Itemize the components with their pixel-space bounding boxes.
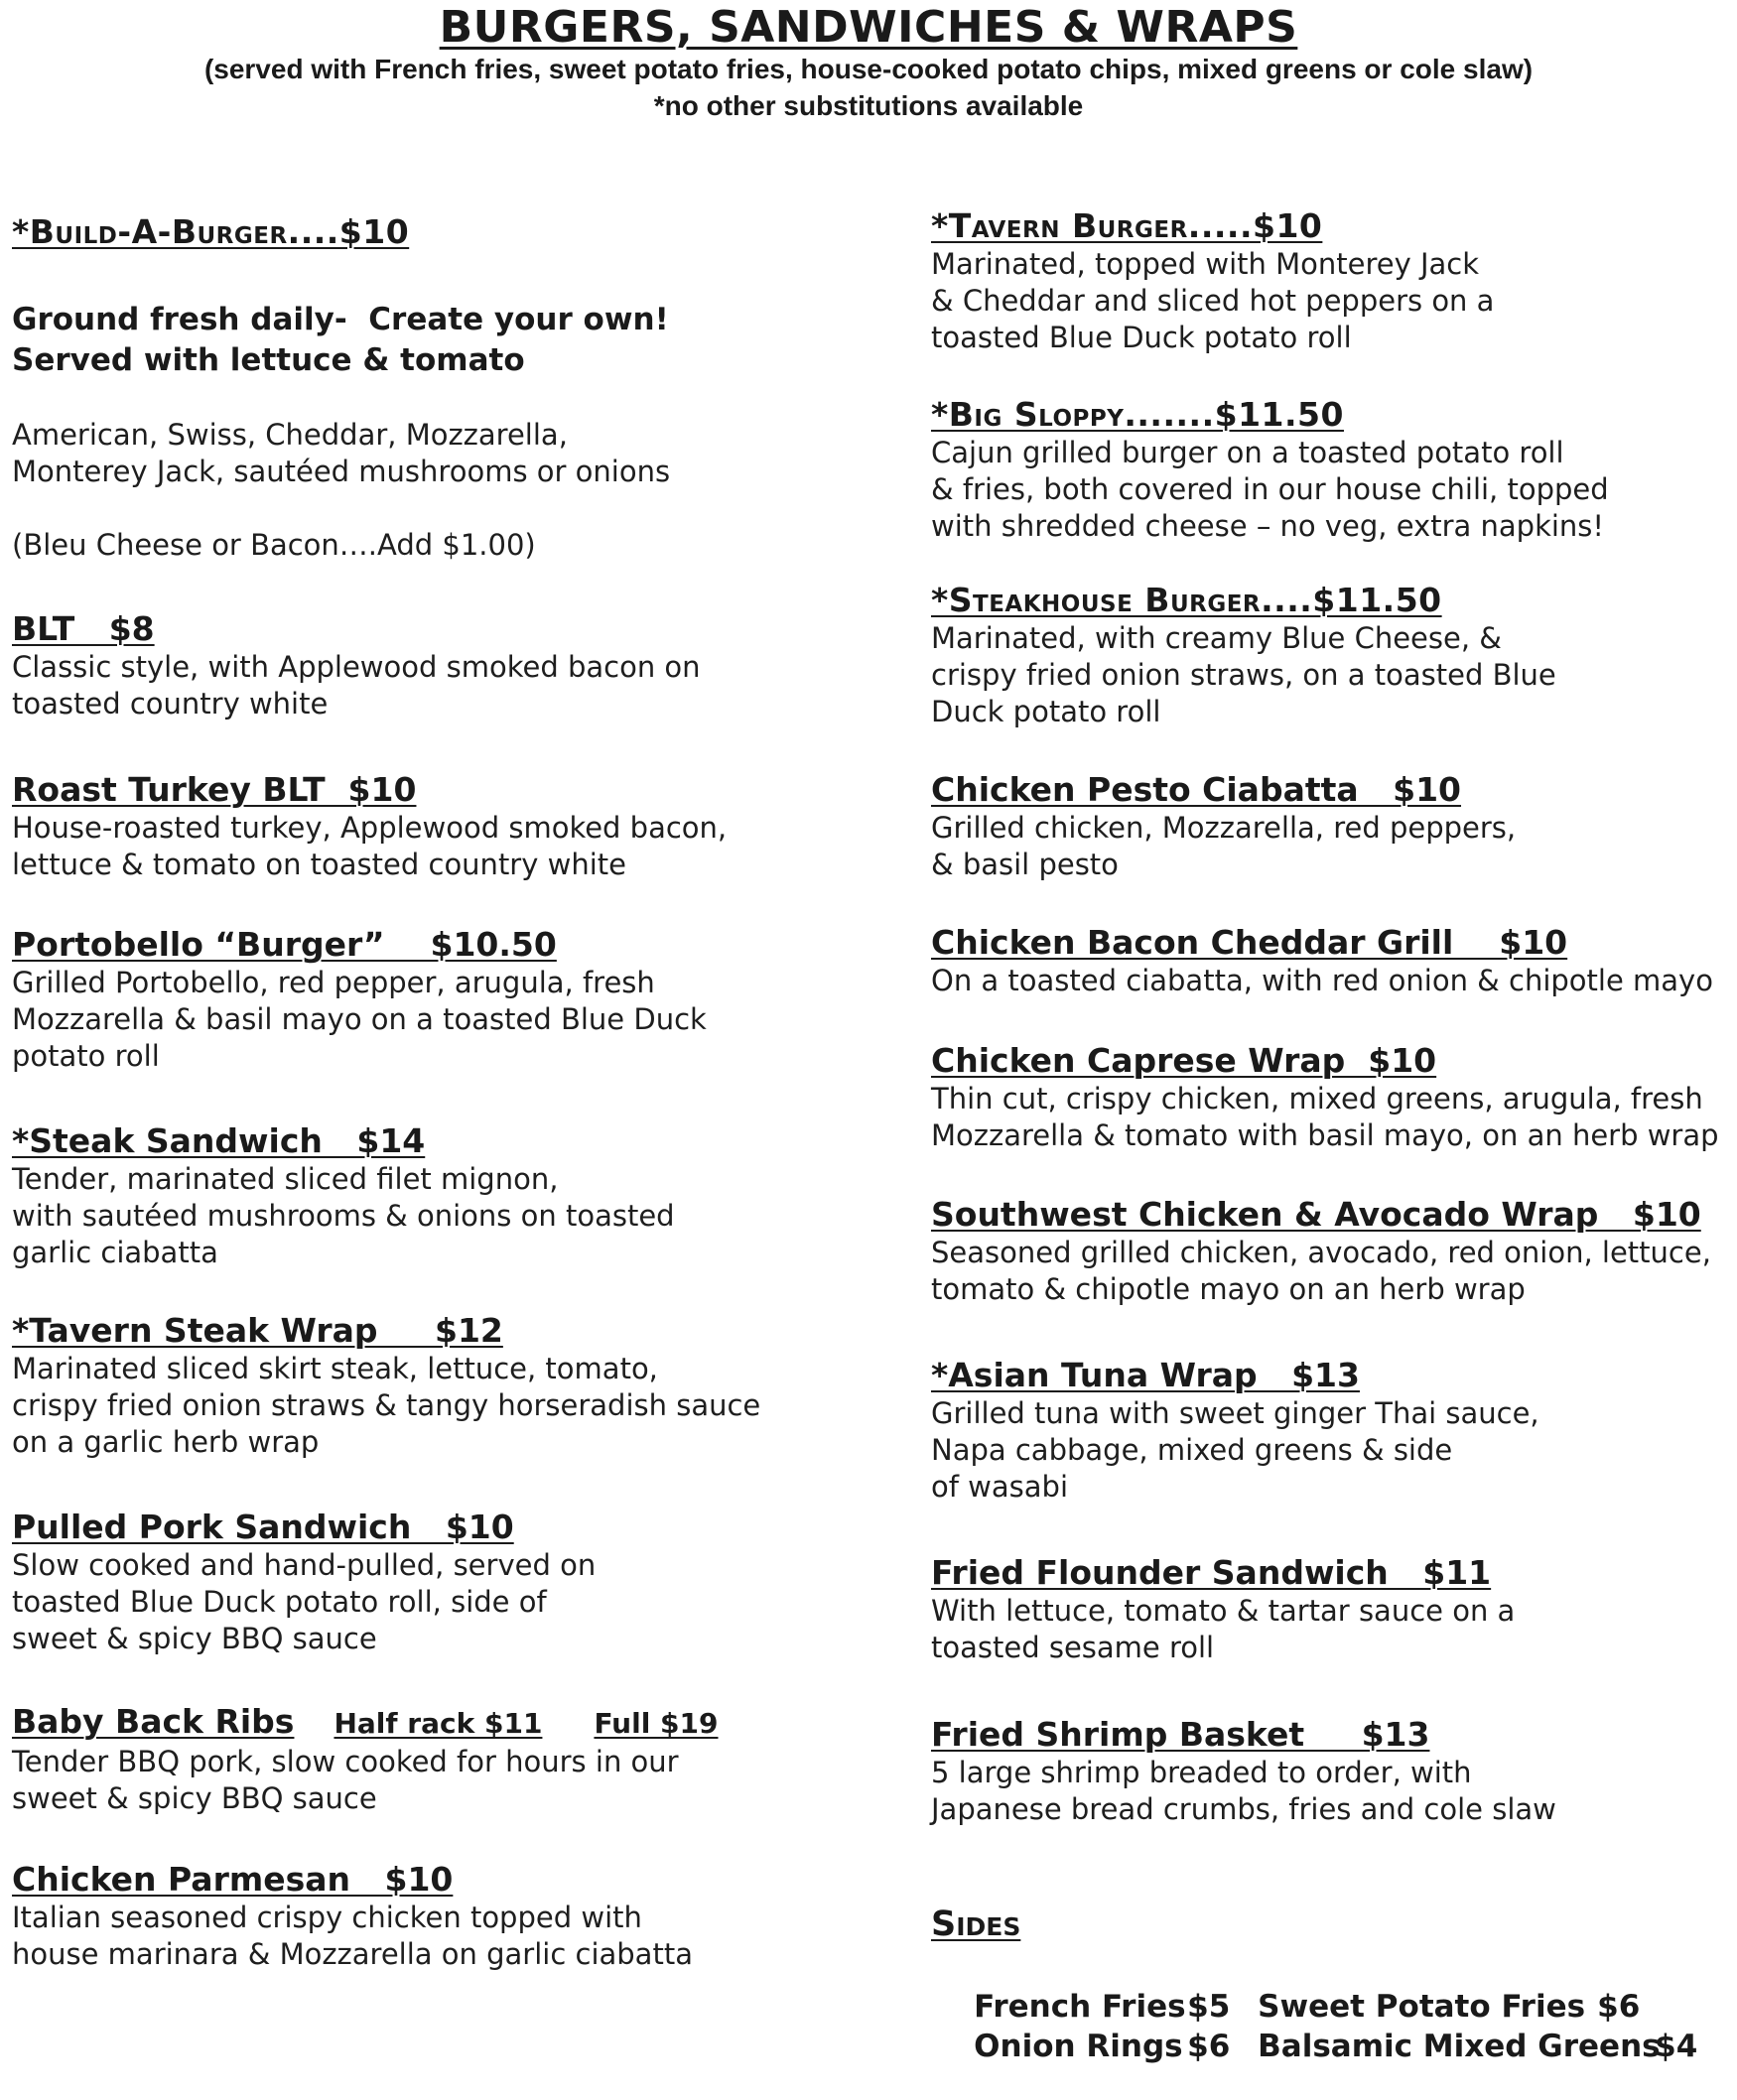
menu-item-ribs: [12, 1702, 719, 1817]
menu-item: [931, 1715, 1556, 1828]
item-name: Baby Back Ribs: [12, 1702, 295, 1741]
item-description: On a toasted ciabatta, with red onion & chipotle mayo: [931, 964, 1713, 997]
item-name: Portobello “Burger” $10.50: [12, 925, 557, 964]
item-name: Chicken Pesto Ciabatta $10: [931, 770, 1462, 809]
item-description: Thin cut, crispy chicken, mixed greens, arugula, fresh Mozzarella & tomato with basil mayo, on an herb wrap: [931, 1082, 1719, 1152]
item-description: Marinated, with creamy Blue Cheese, & crispy fried onion straws, on a toasted Blue Duck potato roll: [931, 621, 1556, 728]
side-price: $4: [1655, 2029, 1698, 2064]
item-description: 5 large shrimp breaded to order, with Japanese bread crumbs, fries and cole slaw: [931, 1756, 1556, 1826]
menu-item: [12, 1860, 693, 1973]
menu-item: [931, 1356, 1539, 1506]
cheese-options-2: Monterey Jack, sautéed mushrooms or onions: [12, 455, 671, 488]
sides-row: [931, 1993, 1697, 2100]
item-name: *Asian Tuna Wrap $13: [931, 1356, 1360, 1394]
menu-item: [12, 1121, 675, 1271]
side-label: Balsamic Mixed Greens: [1258, 2029, 1661, 2064]
menu-item: [931, 923, 1713, 999]
menu-item: [12, 925, 707, 1075]
item-description: Cajun grilled burger on a toasted potato roll & fries, both covered in our house chili, topped with shredded cheese – no veg, extra napkins!: [931, 436, 1609, 543]
side-price: $5: [1187, 1989, 1231, 2025]
item-description: Grilled chicken, Mozzarella, red peppers, & basil pesto: [931, 811, 1517, 881]
item-description: Marinated sliced skirt steak, lettuce, tomato, crispy fried onion straws & tangy horseradish sauce on a garlic herb wrap: [12, 1352, 761, 1459]
build-line-2: Served with lettuce & tomato: [12, 342, 525, 378]
item-name: BLT $8: [12, 609, 155, 648]
item-name: *Steak Sandwich $14: [12, 1121, 426, 1160]
menu-item: [931, 206, 1494, 356]
sides-title: Sides: [931, 1904, 1021, 1944]
served-with-note: (served with French fries, sweet potato fries, house-cooked potato chips, mixed greens or cole slaw): [203, 54, 1534, 84]
item-description: Marinated, topped with Monterey Jack & Cheddar and sliced hot peppers on a toasted Blue Duck potato roll: [931, 247, 1495, 354]
item-description: With lettuce, tomato & tartar sauce on a toasted sesame roll: [931, 1594, 1516, 1664]
menu-item: [931, 1195, 1711, 1308]
item-description: House-roasted turkey, Applewood smoked bacon, lettuce & tomato on toasted country white: [12, 811, 728, 881]
substitution-note: *no other substitutions available: [653, 90, 1084, 121]
item-name: Fried Flounder Sandwich $11: [931, 1553, 1492, 1592]
full-rack-price: Full $19: [594, 1707, 719, 1740]
build-line-1: Ground fresh daily- Create your own!: [12, 302, 669, 337]
menu-item: [12, 609, 701, 722]
item-name: *Tavern Steak Wrap $12: [12, 1311, 503, 1350]
item-name: Pulled Pork Sandwich $10: [12, 1508, 514, 1546]
item-name: Southwest Chicken & Avocado Wrap $10: [931, 1195, 1701, 1234]
item-description: Classic style, with Applewood smoked bacon on toasted country white: [12, 650, 701, 721]
side-label: Sweet Potato Fries: [1258, 1989, 1586, 2025]
item-name: *Build-A-Burger....$10: [12, 212, 410, 251]
sides-section: [931, 1904, 1020, 1944]
item-description: Tender, marinated sliced filet mignon, with sautéed mushrooms & onions on toasted garlic ciabatta: [12, 1162, 675, 1269]
item-description: Grilled Portobello, red pepper, arugula, fresh Mozzarella & basil mayo on a toasted Blue Duck potato roll: [12, 966, 707, 1073]
item-name: *Tavern Burger.....$10: [931, 206, 1323, 245]
item-name: Chicken Caprese Wrap $10: [931, 1041, 1437, 1080]
item-name: Fried Shrimp Basket $13: [931, 1715, 1430, 1754]
side-price: $6: [1187, 2029, 1231, 2064]
item-name: *Big Sloppy.......$11.50: [931, 395, 1344, 434]
item-name: Chicken Parmesan $10: [12, 1860, 454, 1899]
menu-item: [931, 395, 1609, 545]
item-description: Seasoned grilled chicken, avocado, red onion, lettuce, tomato & chipotle mayo on an herb wrap: [931, 1236, 1711, 1306]
menu-item: [12, 770, 727, 883]
cheese-options-1: American, Swiss, Cheddar, Mozzarella,: [12, 418, 568, 452]
menu-item: [931, 770, 1516, 883]
item-description: Italian seasoned crispy chicken topped with house marinara & Mozzarella on garlic ciabatta: [12, 1901, 693, 1971]
item-name: Chicken Bacon Cheddar Grill $10: [931, 923, 1568, 962]
item-name: *Steakhouse Burger....$11.50: [931, 581, 1442, 619]
menu-item: [931, 1553, 1515, 1666]
menu-item-build-a-burger: [12, 212, 409, 252]
side-label: French Fries: [974, 1989, 1186, 2025]
menu-item: [931, 581, 1556, 730]
addon-note: (Bleu Cheese or Bacon….Add $1.00): [12, 528, 536, 562]
menu-item: [931, 1041, 1719, 1154]
side-label: Onion Rings: [974, 2029, 1183, 2064]
item-description: Tender BBQ pork, slow cooked for hours in our sweet & spicy BBQ sauce: [12, 1745, 679, 1815]
item-description: Grilled tuna with sweet ginger Thai sauce, Napa cabbage, mixed greens & side of wasabi: [931, 1396, 1539, 1504]
menu-item: [12, 1508, 596, 1657]
half-rack-price: Half rack $11: [334, 1707, 543, 1740]
item-name: Roast Turkey BLT $10: [12, 770, 417, 809]
item-description: Slow cooked and hand-pulled, served on toasted Blue Duck potato roll, side of sweet & spicy BBQ sauce: [12, 1548, 597, 1655]
page-title: BURGERS, SANDWICHES & WRAPS: [439, 2, 1298, 53]
menu-item: [12, 1311, 760, 1461]
side-price: $6: [1597, 1989, 1641, 2025]
